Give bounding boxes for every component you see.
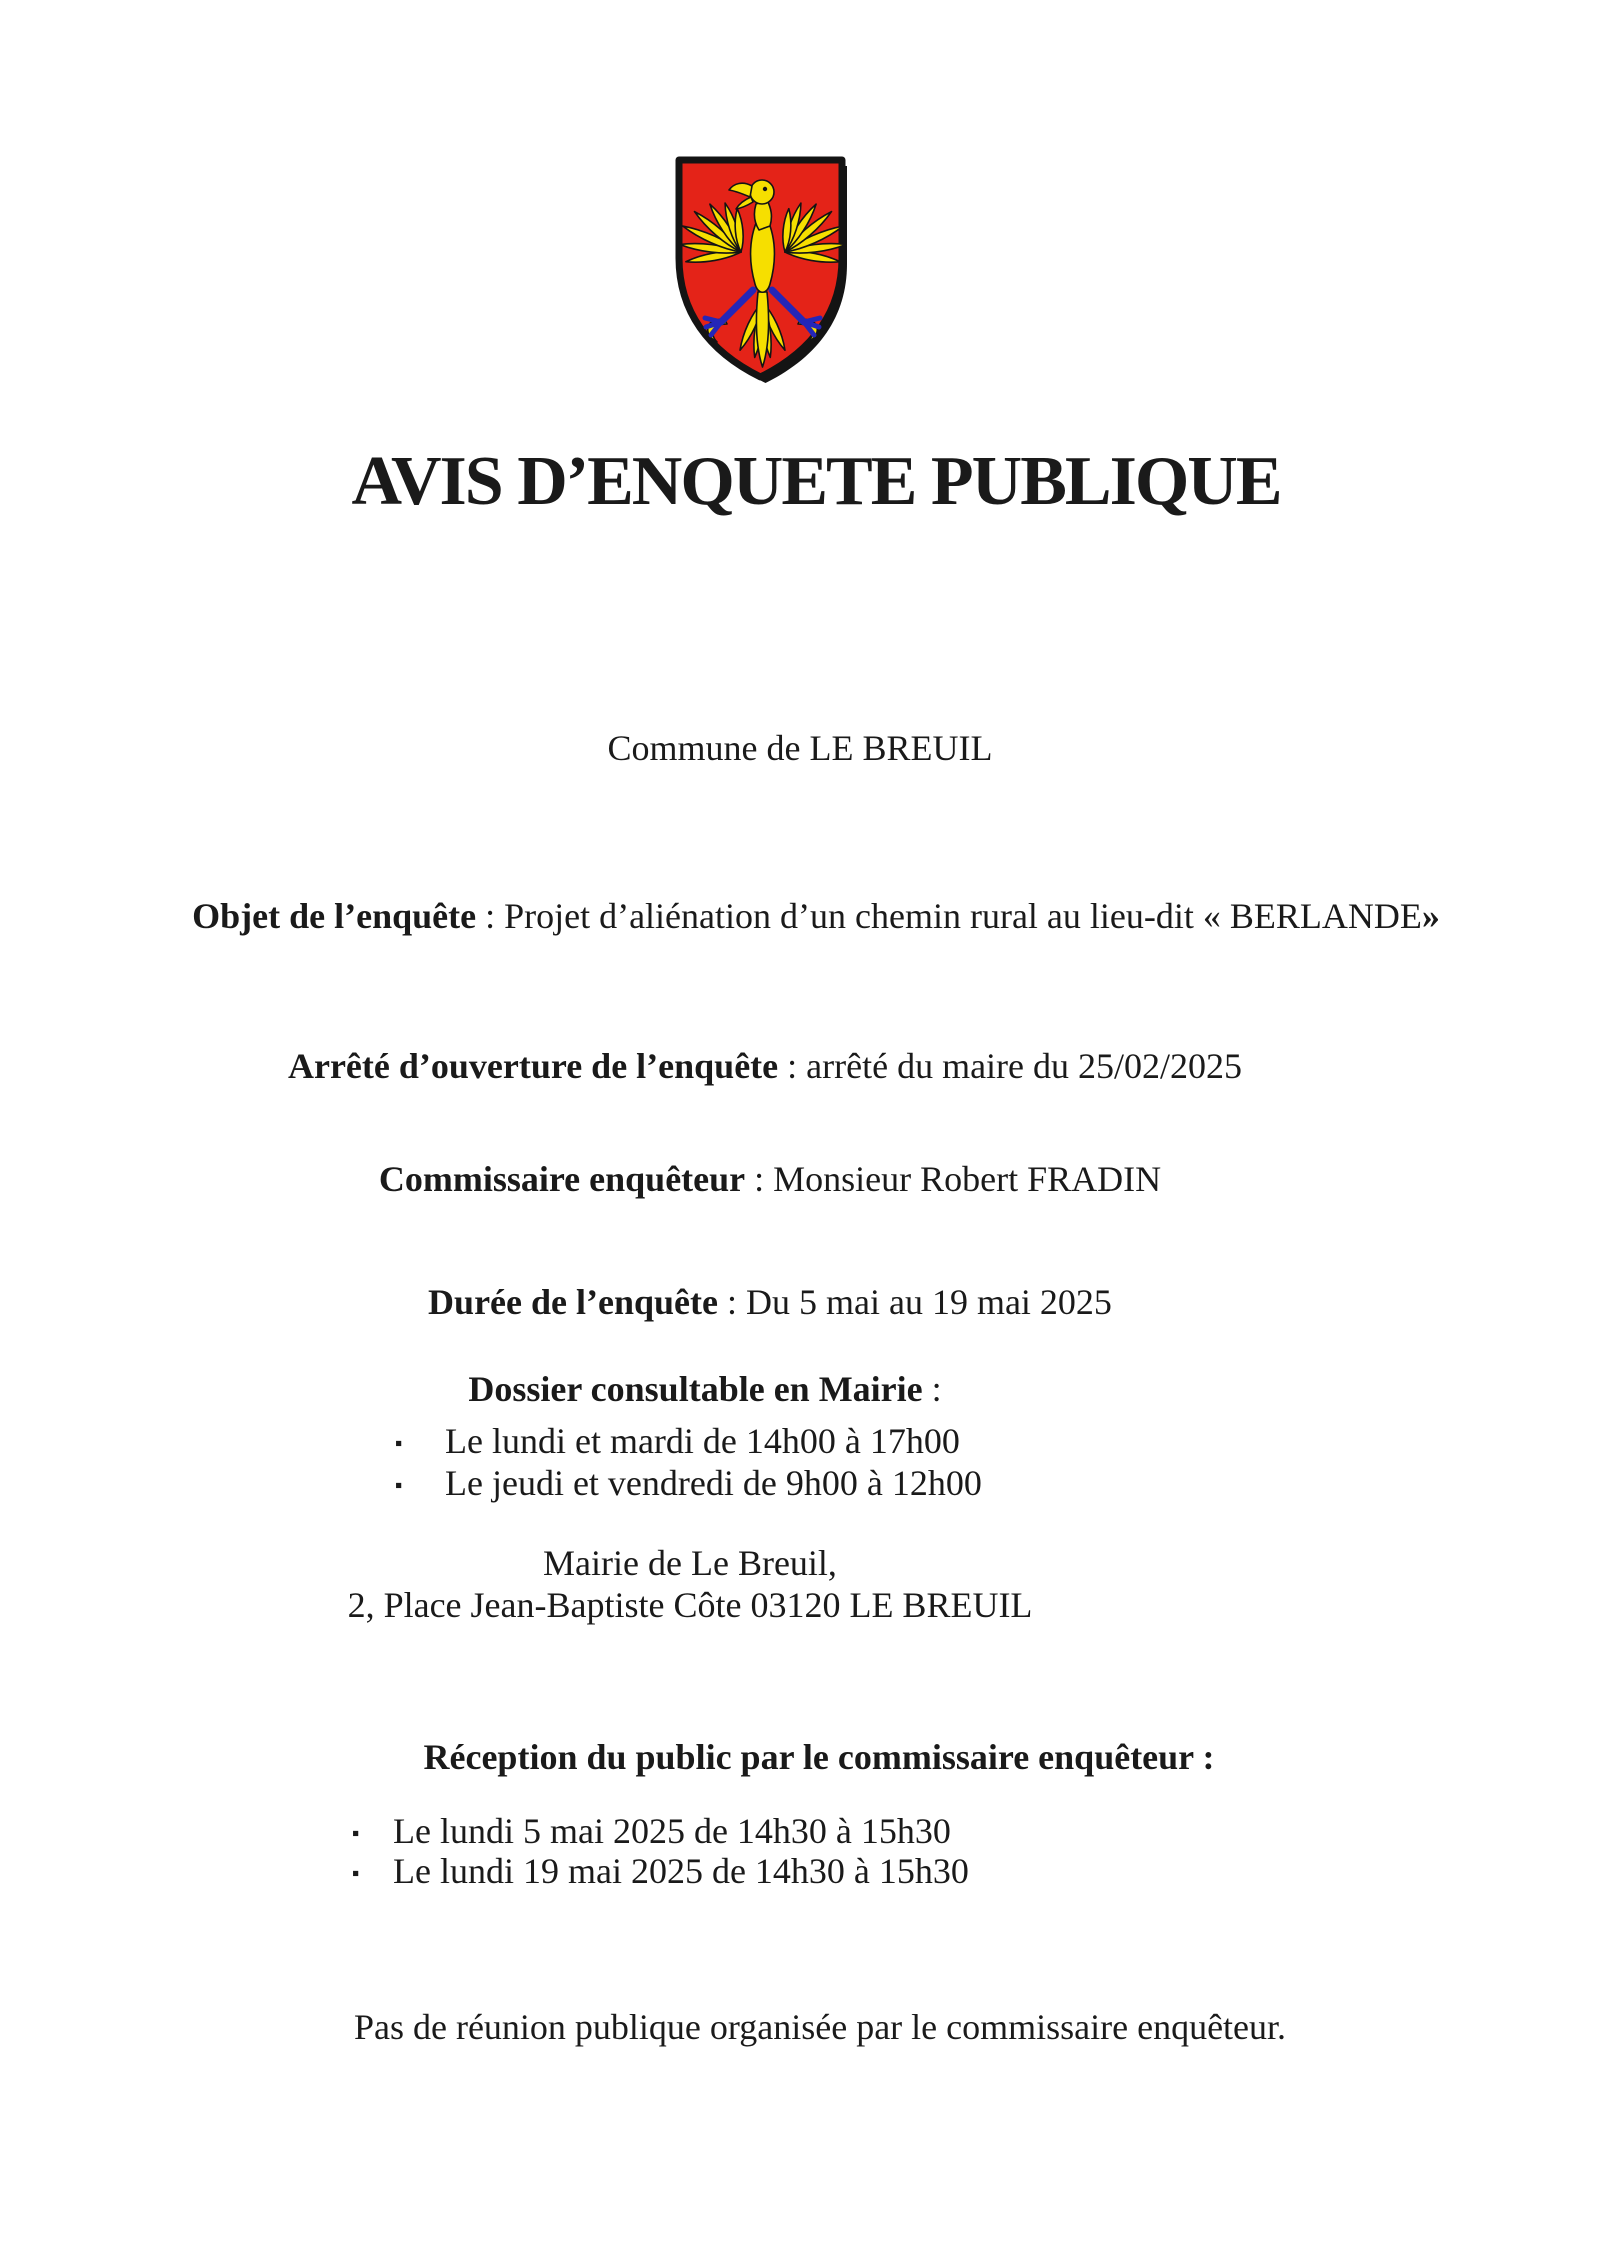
mairie-address xyxy=(0,1542,1490,1626)
objet-label: Objet de l’enquête xyxy=(192,896,477,936)
list-item xyxy=(352,1812,969,1852)
duree-value: : Du 5 mai au 19 mai 2025 xyxy=(717,1282,1112,1322)
coat-of-arms-icon xyxy=(667,152,858,395)
commissaire-value: : Monsieur Robert FRADIN xyxy=(745,1159,1162,1199)
list-item xyxy=(352,1852,969,1892)
reception-item-2: Le lundi 19 mai 2025 de 14h30 à 15h30 xyxy=(393,1851,969,1891)
dossier-heading-colon: : xyxy=(922,1369,942,1409)
commissaire-line xyxy=(0,1159,1570,1200)
objet-closing-quote: » xyxy=(1421,896,1440,936)
duree-label: Durée de l’enquête xyxy=(428,1282,718,1322)
dossier-schedule-list xyxy=(395,1421,982,1505)
objet-value: : Projet d’aliénation d’un chemin rural au lieu-dit « BERLANDE xyxy=(476,896,1422,936)
arrete-label: Arrêté d’ouverture de l’enquête xyxy=(287,1046,779,1086)
no-public-meeting-note: Pas de réunion publique organisée par le commissaire enquêteur. xyxy=(353,2007,1287,2047)
commissaire-label: Commissaire enquêteur xyxy=(378,1159,746,1199)
arrete-line xyxy=(0,1046,1565,1087)
arrete-value: : arrêté du maire du 25/02/2025 xyxy=(778,1046,1243,1086)
dossier-heading-text: Dossier consultable en Mairie xyxy=(468,1369,923,1409)
list-item xyxy=(395,1463,982,1505)
reception-item-1: Le lundi 5 mai 2025 de 14h30 à 15h30 xyxy=(393,1811,951,1851)
list-item xyxy=(395,1421,982,1463)
dossier-heading xyxy=(0,1369,1505,1410)
address-line-1: Mairie de Le Breuil, xyxy=(543,1543,837,1583)
bullet-icon: ▪ xyxy=(352,1861,360,1885)
objet-line xyxy=(16,896,1600,937)
bullet-icon: ▪ xyxy=(395,1431,403,1455)
reception-schedule-list xyxy=(352,1812,969,1892)
dossier-item-1: Le lundi et mardi de 14h00 à 17h00 xyxy=(445,1421,960,1461)
address-line-2: 2, Place Jean-Baptiste Côte 03120 LE BREUIL xyxy=(347,1585,1033,1625)
commune-line: Commune de LE BREUIL xyxy=(607,728,993,768)
reception-heading: Réception du public par le commissaire enquêteur : xyxy=(423,1737,1215,1777)
bullet-icon: ▪ xyxy=(352,1821,360,1845)
page-title: AVIS D’ENQUETE PUBLIQUE xyxy=(351,443,1281,520)
bullet-icon: ▪ xyxy=(395,1473,403,1497)
duree-line xyxy=(0,1282,1570,1323)
eagle-eye xyxy=(763,187,767,191)
dossier-item-2: Le jeudi et vendredi de 9h00 à 12h00 xyxy=(445,1463,982,1503)
